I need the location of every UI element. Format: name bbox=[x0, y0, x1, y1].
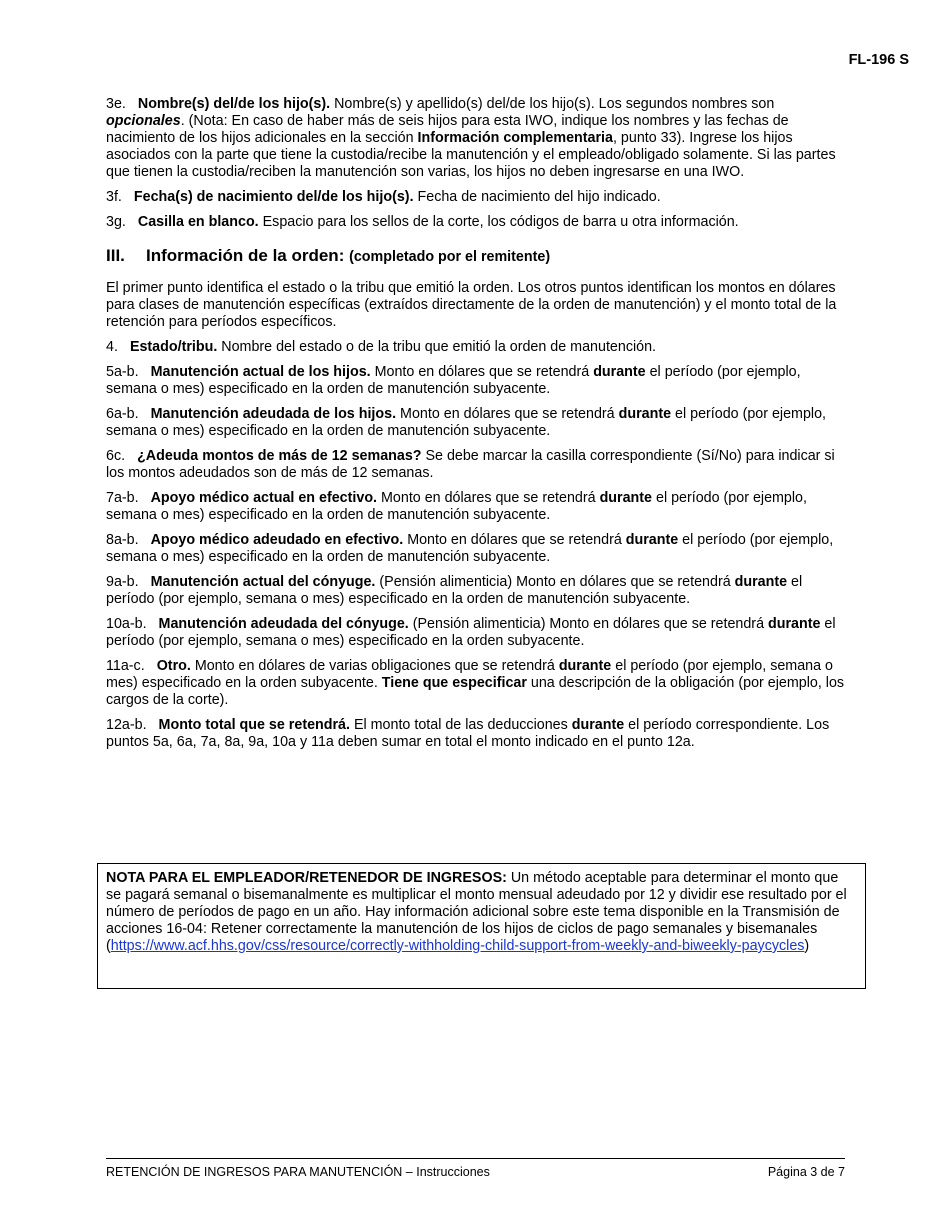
item-text: una descripción de la obligación (por ejemplo, los cargos de la corte). bbox=[106, 675, 845, 708]
item-emphasis: durante bbox=[558, 658, 612, 674]
footer-title: RETENCIÓN DE INGRESOS PARA MANUTENCIÓN – Instrucciones bbox=[106, 1165, 490, 1179]
item-number: 6a-b. bbox=[106, 406, 139, 422]
item-emphasis: durante bbox=[625, 532, 679, 548]
item-emphasis: durante bbox=[734, 574, 788, 590]
item-number: 3g. bbox=[106, 214, 126, 230]
employer-note-box bbox=[97, 863, 866, 989]
section-number: III. bbox=[106, 246, 125, 265]
item-emphasis: opcionales bbox=[106, 113, 181, 129]
item-3f bbox=[106, 189, 848, 206]
acf-resource-link[interactable]: https://www.acf.hhs.gov/css/resource/correctly-withholding-child-support-from-weekly-and-biweekly-paycycles bbox=[110, 938, 805, 954]
section-title: Información de la orden: bbox=[146, 246, 350, 265]
item-10a-b bbox=[106, 616, 848, 650]
item-number: 10a-b. bbox=[106, 616, 147, 632]
item-emphasis: durante bbox=[599, 490, 653, 506]
item-text: el período (por ejemplo, semana o mes) especificado en la orden subyacente. bbox=[106, 616, 836, 649]
section-intro: El primer punto identifica el estado o la tribu que emitió la orden. Los otros puntos identifican los montos en dólares para clases de manutención específicas (extraídos directamente de la orden de manutención) y el monto total de la retención para períodos específicos. bbox=[106, 280, 837, 330]
item-title: Manutención adeudada del cónyuge. bbox=[158, 616, 409, 632]
item-emphasis: durante bbox=[571, 717, 625, 733]
item-text: Monto en dólares de varias obligaciones que se retendrá bbox=[190, 658, 559, 674]
section-heading bbox=[106, 246, 848, 267]
form-id: FL-196 S bbox=[848, 52, 909, 68]
item-text: Espacio para los sellos de la corte, los códigos de barra u otra información. bbox=[258, 214, 739, 230]
item-number: 6c. bbox=[106, 448, 126, 464]
item-6a-b bbox=[106, 406, 848, 440]
item-text: Fecha de nacimiento del hijo indicado. bbox=[413, 189, 661, 205]
item-text: Monto en dólares que se retendrá bbox=[396, 406, 619, 422]
item-title: Apoyo médico adeudado en efectivo. bbox=[150, 532, 404, 548]
item-text: el período (por ejemplo, semana o mes) especificado en la orden de manutención subyacente. bbox=[106, 532, 834, 565]
item-number: 4. bbox=[106, 339, 118, 355]
item-title: Nombre(s) del/de los hijo(s). bbox=[137, 96, 331, 112]
item-text: (Pensión alimenticia) Monto en dólares que se retendrá bbox=[375, 574, 735, 590]
item-8a-b bbox=[106, 532, 848, 566]
item-title: Manutención adeudada de los hijos. bbox=[150, 406, 397, 422]
item-text: Se debe marcar la casilla correspondiente (Sí/No) para indicar si los montos adeudados son de más de 12 semanas. bbox=[106, 448, 835, 481]
item-3g bbox=[106, 214, 848, 231]
item-number: 3e. bbox=[106, 96, 126, 112]
item-4 bbox=[106, 339, 848, 356]
section-subtitle: (completado por el remitente) bbox=[349, 249, 551, 265]
item-number: 5a-b. bbox=[106, 364, 139, 380]
note-title: NOTA PARA EL EMPLEADOR/RETENEDOR DE INGRESOS: bbox=[106, 870, 507, 886]
item-title: Apoyo médico actual en efectivo. bbox=[150, 490, 378, 506]
item-number: 9a-b. bbox=[106, 574, 139, 590]
item-emphasis: Tiene que especificar bbox=[381, 675, 527, 691]
item-text: el período (por ejemplo, semana o mes) especificado en la orden de manutención subyacente. bbox=[106, 364, 801, 397]
item-emphasis: durante bbox=[618, 406, 672, 422]
item-9a-b bbox=[106, 574, 848, 608]
item-number: 11a-c. bbox=[106, 658, 145, 674]
item-title: Manutención actual del cónyuge. bbox=[150, 574, 376, 590]
item-text: el período (por ejemplo, semana o mes) especificado en la orden subyacente. bbox=[106, 658, 833, 691]
item-emphasis: durante bbox=[768, 616, 821, 632]
page-footer bbox=[106, 1158, 845, 1181]
item-number: 8a-b. bbox=[106, 532, 139, 548]
item-number: 12a-b. bbox=[106, 717, 147, 733]
item-12a-b bbox=[106, 717, 848, 751]
note-paren-close: ) bbox=[804, 938, 810, 954]
item-text: Monto en dólares que se retendrá bbox=[370, 364, 594, 380]
item-title: Estado/tribu. bbox=[129, 339, 218, 355]
item-title: Casilla en blanco. bbox=[137, 214, 259, 230]
item-emphasis: durante bbox=[593, 364, 646, 380]
item-7a-b bbox=[106, 490, 848, 524]
item-text: el período (por ejemplo, semana o mes) especificado en la orden de manutención subyacente. bbox=[106, 406, 827, 439]
item-text: el período (por ejemplo, semana o mes) especificado en la orden de manutención subyacente. bbox=[106, 490, 807, 523]
page-number: Página 3 de 7 bbox=[767, 1165, 845, 1179]
item-text: El monto total de las deducciones bbox=[349, 717, 572, 733]
item-6c bbox=[106, 448, 848, 482]
item-title: ¿Adeuda montos de más de 12 semanas? bbox=[137, 448, 422, 464]
note-text: Un método aceptable para determinar el monto que se pagará semanal o bisemanalmente es multiplicar el monto mensual adeudado por 12 y dividir ese resultado por el número de períodos de pago en un año. Hay información adicional sobre este tema disponible en la Transmisión de acciones 16-04: Retener correctamente la manutención de los hijos de ciclos de pago semanales y bisemanales bbox=[106, 870, 847, 937]
item-text: . (Nota: En caso de haber más de seis hijos para esta IWO, indique los nombres y las fechas de nacimiento de los hijos adicionales en la sección bbox=[106, 113, 789, 146]
item-11a-c bbox=[106, 658, 848, 709]
item-title: Manutención actual de los hijos. bbox=[150, 364, 371, 380]
item-text: Nombre(s) y apellido(s) del/de los hijo(s). Los segundos nombres son bbox=[330, 96, 775, 112]
item-emphasis: Información complementaria bbox=[417, 130, 613, 146]
item-5a-b bbox=[106, 364, 848, 398]
item-text: , punto 33). Ingrese los hijos asociados con la parte que tiene la custodia/recibe la manutención y el empleado/obligado solamente. Si las partes que tienen la custodia/reciben la manutención son varias, los hijos no deben ingresarse en una IWO. bbox=[106, 130, 836, 180]
item-text: el período (por ejemplo, semana o mes) especificado en la orden de manutención subyacente. bbox=[106, 574, 803, 607]
item-number: 7a-b. bbox=[106, 490, 139, 506]
note-paren-open: ( bbox=[106, 938, 111, 954]
item-text: (Pensión alimenticia) Monto en dólares que se retendrá bbox=[408, 616, 768, 632]
item-title: Fecha(s) de nacimiento del/de los hijo(s). bbox=[133, 189, 414, 205]
instructions-content bbox=[106, 96, 848, 759]
item-text: Monto en dólares que se retendrá bbox=[377, 490, 600, 506]
item-3e bbox=[106, 96, 848, 181]
item-text: Nombre del estado o de la tribu que emitió la orden de manutención. bbox=[217, 339, 657, 355]
item-text: el período correspondiente. Los puntos 5a, 6a, 7a, 8a, 9a, 10a y 11a deben sumar en total el monto indicado en el punto 12a. bbox=[106, 717, 830, 750]
item-title: Otro. bbox=[156, 658, 191, 674]
item-number: 3f. bbox=[106, 189, 122, 205]
item-title: Monto total que se retendrá. bbox=[158, 717, 350, 733]
item-text: Monto en dólares que se retendrá bbox=[403, 532, 626, 548]
